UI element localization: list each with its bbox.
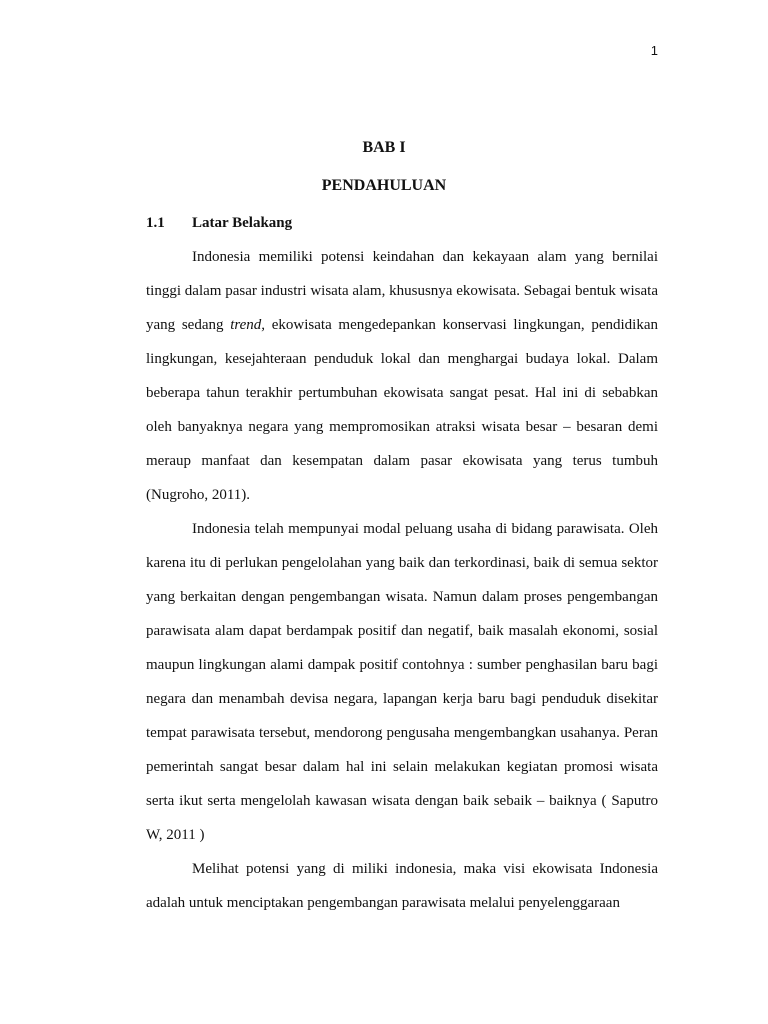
paragraph-text: Indonesia memiliki potensi keindahan dan kekayaan alam yang bernilai tinggi dalam pasar industri wisata alam, khususnya ekowisata. Sebagai bentuk wisata yang sedang xyxy=(146,249,658,333)
paragraph xyxy=(146,240,658,512)
section-number: 1.1 xyxy=(146,215,165,231)
paragraph: Melihat potensi yang di miliki indonesia, maka visi ekowisata Indonesia adalah untuk menciptakan pengembangan parawisata melalui penyelenggaraan xyxy=(146,861,658,911)
italic-term: trend, xyxy=(230,317,266,333)
page-number: 1 xyxy=(650,43,658,58)
chapter-number: BAB I xyxy=(362,139,406,156)
section-title: Latar Belakang xyxy=(192,215,293,231)
section-heading xyxy=(146,215,292,232)
body-text xyxy=(146,240,658,920)
paragraph-text: ekowisata mengedepankan konservasi lingkungan, pendidikan lingkungan, kesejahteraan penduduk lokal dan menghargai budaya lokal. Dalam beberapa tahun terakhir pertumbuhan ekowisata sangat pesat. Hal ini di sebabkan oleh banyaknya negara yang mempromosikan atraksi wisata besar – besaran demi meraup manfaat dan kesempatan dalam pasar ekowisata yang terus tumbuh (Nugroho, 2011). xyxy=(146,317,659,503)
chapter-title: PENDAHULUAN xyxy=(321,177,447,194)
paragraph: Indonesia telah mempunyai modal peluang usaha di bidang parawisata. Oleh karena itu di perlukan pengelolahan yang baik dan terkordinasi, baik di semua sektor yang berkaitan dengan pengembangan wisata. Namun dalam proses pengembangan parawisata alam dapat berdampak positif dan negatif, baik masalah ekonomi, sosial maupun lingkungan alami dampak positif contohnya : sumber penghasilan baru bagi negara dan menambah devisa negara, lapangan kerja baru bagi penduduk disekitar tempat parawisata tersebut, mendorong pengusaha mengembangkan usahanya. Peran pemerintah sangat besar dalam hal ini selain melakukan kegiatan promosi wisata serta ikut serta mengelolah kawasan wisata dengan baik sebaik – baiknya ( Saputro W, 2011 ) xyxy=(146,521,658,843)
